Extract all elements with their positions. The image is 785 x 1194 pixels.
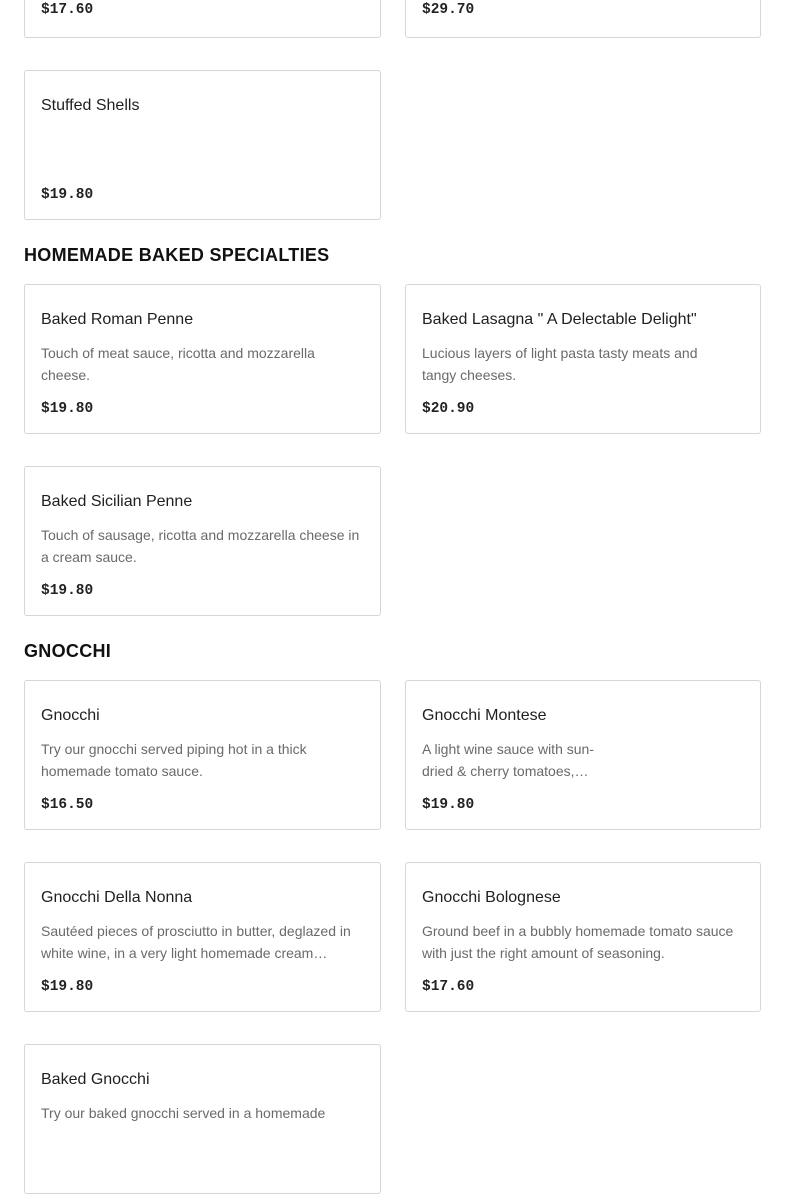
menu-item-card[interactable] [24,862,381,1012]
menu-item-card[interactable] [405,284,761,434]
menu-item-card[interactable] [405,0,761,38]
item-name: Baked Roman Penne [41,311,194,328]
item-name: Gnocchi Bolognese [422,889,561,906]
menu-item-card[interactable] [24,680,381,830]
item-description: A light wine sauce with sun-dried & cherry tomatoes,… [422,741,594,779]
menu-item-card[interactable] [405,680,761,830]
item-description: Sautéed pieces of prosciutto in butter, deglazed in white wine, in a very light homemade cream… [41,923,351,961]
item-price: $20.90 [422,401,475,417]
item-name: Baked Lasagna " A Delectable Delight" [422,311,697,328]
menu-item-card[interactable] [24,1044,381,1194]
menu-item-card[interactable] [24,284,381,434]
item-name: Baked Gnocchi [41,1071,150,1088]
section-title-baked-specialties: HOMEMADE BAKED SPECIALTIES [24,245,330,265]
item-description: Ground beef in a bubbly homemade tomato sauce with just the right amount of seasoning. [422,923,734,961]
item-price: $19.80 [422,797,475,813]
item-price: $16.50 [41,797,94,813]
item-price: $29.70 [422,2,475,18]
item-description: Lucious layers of light pasta tasty meats and tangy cheeses. [422,345,698,383]
item-name: Baked Sicilian Penne [41,493,193,510]
item-price: $19.80 [41,583,94,599]
section-title-gnocchi: GNOCCHI [24,641,112,661]
menu-item-card[interactable] [24,70,381,220]
item-name: Gnocchi Della Nonna [41,889,193,906]
item-price: $19.80 [41,979,94,995]
item-description: Touch of meat sauce, ricotta and mozzarella cheese. [41,345,315,383]
menu-item-card[interactable] [24,0,381,38]
item-price: $17.60 [422,979,475,995]
item-name: Gnocchi Montese [422,707,547,724]
item-description: Try our baked gnocchi served in a homemade [41,1105,326,1121]
item-name: Gnocchi [41,707,100,724]
menu-item-card[interactable] [24,466,381,616]
item-description: Try our gnocchi served piping hot in a thick homemade tomato sauce. [41,741,307,779]
menu-item-card[interactable] [405,862,761,1012]
item-price: $17.60 [41,2,94,18]
item-name: Stuffed Shells [41,97,140,114]
item-description: Touch of sausage, ricotta and mozzarella cheese in a cream sauce. [41,527,360,565]
item-price: $19.80 [41,187,94,203]
item-price: $19.80 [41,401,94,417]
